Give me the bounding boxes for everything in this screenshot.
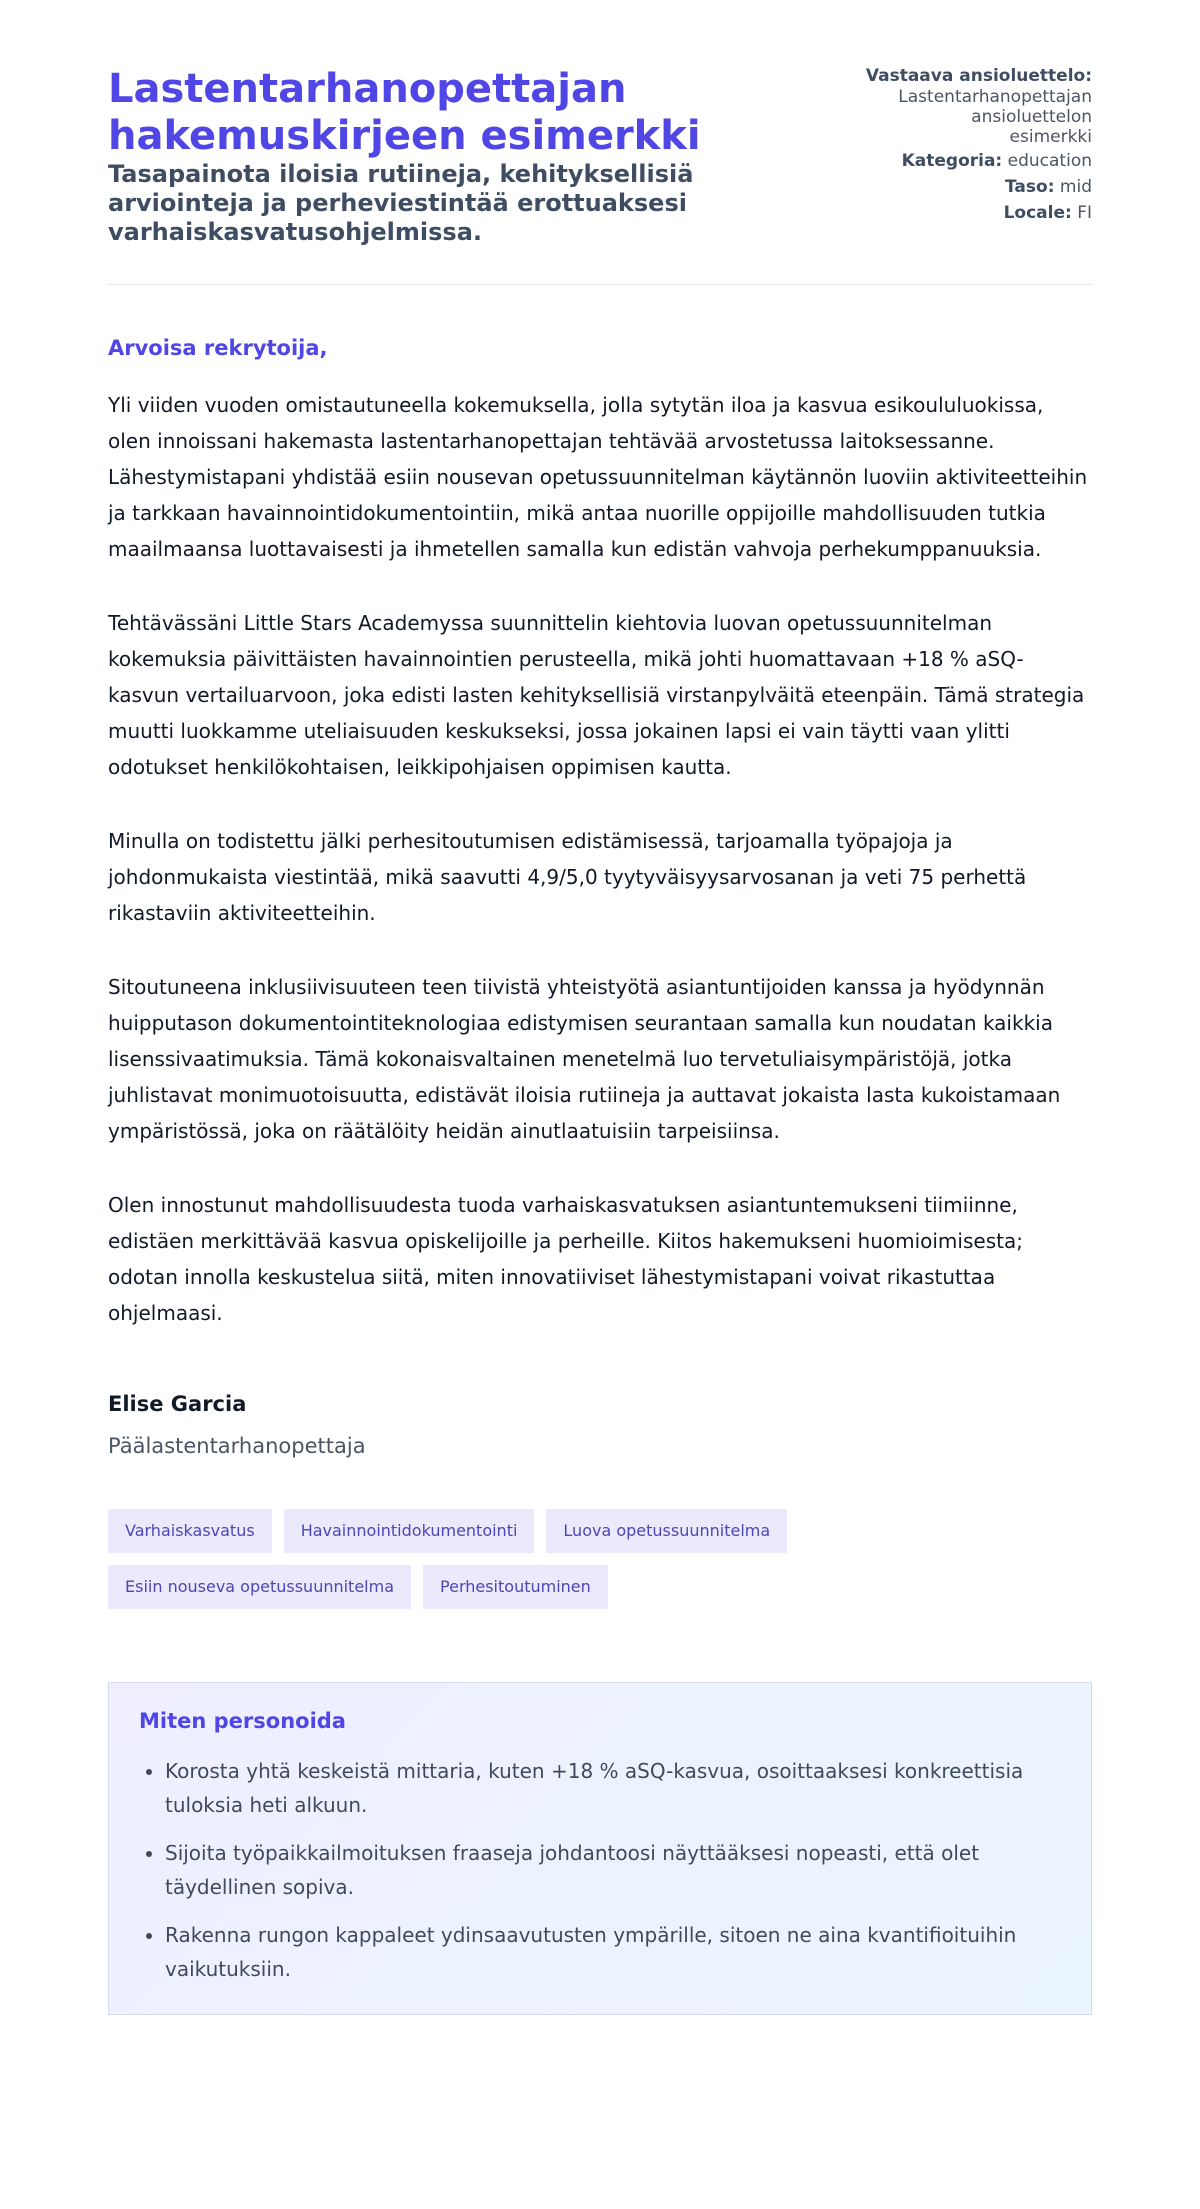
skill-tag: Perhesitoutuminen [423,1565,608,1609]
skill-tag: Luova opetussuunnitelma [546,1509,787,1553]
page-header [108,66,1092,247]
meta-level [866,177,1092,198]
skill-tag: Varhaiskasvatus [108,1509,272,1553]
meta-category-value: education [1007,151,1092,171]
skill-tags [108,1509,868,1609]
letter-paragraph: Olen innostunut mahdollisuudesta tuoda varhaiskasvatuksen asiantuntemukseni tiimiinne, edistäen merkittävää kasvua opiskelijoille ja perheille. Kiitos hakemukseni huomioimisesta; odotan innolla keskustelua siitä, miten innovatiiviset lähestymistapani voivat rikastuttaa ohjelmaasi. [108,1193,1023,1325]
tips-title: Miten personoida [139,1709,346,1733]
tip-item: • Rakenna rungon kappaleet ydinsaavutusten ympärille, sitoen ne aina kvantifioituihin vaikutuksiin. [165,1918,1061,1986]
meta-resume-value[interactable]: Lastentarhanopettajan ansioluettelon esimerkki [898,87,1092,147]
meta-locale-value: FI [1077,203,1092,223]
letter-paragraph: Sitoutuneena inklusiivisuuteen teen tiivistä yhteistyötä asiantuntijoiden kanssa ja hyödynnän huipputason dokumentointiteknologiaa edistymisen seurantaan samalla kun noudatan kaikkia lisenssivaatimuksia. Tämä kokonaisvaltainen menetelmä luo tervetuliaisympäristöjä, jotka juhlistavat monimuotoisuutta, edistävät iloisia rutiineja ja auttavat jokaista lasta kukoistamaan ympäristössä, joka on räätälöity heidän ainutlaatuisiin tarpeisiinsa. [108,975,1061,1143]
letter-paragraph: Minulla on todistettu jälki perhesitoutumisen edistämisessä, tarjoamalla työpajoja ja johdonmukaista viestintää, mikä saavutti 4,9/5,0 tyytyväisyysarvosanan ja veti 75 perhettä rikastaviin aktiviteetteihin. [108,829,1027,925]
tips-list [139,1754,1061,1986]
header-divider [108,284,1092,285]
letter-paragraph: Yli viiden vuoden omistautuneella kokemuksella, jolla sytytän iloa ja kasvua esikoululuokissa, olen innoissani hakemasta lastentarhanopettajan tehtävää arvostetussa laitoksessanne. Lähestymistapani yhdistää esiin nousevan opetussuunnitelman käytännön luoviin aktiviteetteihin ja tarkkaan havainnointidokumentointiin, mikä antaa nuorille oppijoille mahdollisuuden tutkia maailmaansa luottavaisesti ja ihmetellen samalla kun edistän vahvoja perhekumppanuuksia. [108,393,1088,561]
meta-locale-label: Locale: [1003,203,1072,223]
meta-category [866,151,1092,172]
skill-tag: Havainnointidokumentointi [284,1509,535,1553]
signature-name: Elise Garcia [108,1392,247,1416]
header-titles [108,66,758,247]
letter-body [108,335,1092,1331]
tip-item: • Korosta yhtä keskeistä mittaria, kuten +18 % aSQ-kasvua, osoittaaksesi konkreettisia tuloksia heti alkuun. [165,1754,1061,1822]
signature [108,1391,1092,1459]
meta-resume-label: Vastaava ansioluettelo: [865,66,1092,86]
meta-category-label: Kategoria: [901,151,1003,171]
meta-panel [866,66,1092,229]
meta-locale [866,203,1092,224]
signature-title: Päälastentarhanopettaja [108,1434,366,1458]
tip-item: • Sijoita työpaikkailmoituksen fraaseja johdantoosi näyttääksesi nopeasti, että olet täydellinen sopiva. [165,1836,1061,1904]
meta-resume-label-row [866,66,1092,87]
meta-level-value: mid [1059,177,1092,197]
salutation: Arvoisa rekrytoija, [108,336,328,360]
cover-letter-page [108,0,1092,2075]
skill-tag: Esiin nouseva opetussuunnitelma [108,1565,411,1609]
meta-level-label: Taso: [1005,177,1055,197]
page-title: Lastentarhanopettajan hakemuskirjeen esimerkki [108,66,701,159]
letter-paragraph: Tehtävässäni Little Stars Academyssa suunnittelin kiehtovia luovan opetussuunnitelman kokemuksia päivittäisten havainnointien perusteella, mikä johti huomattavaan +18 % aSQ-kasvun vertailuarvoon, joka edisti lasten kehityksellisiä virstanpylväitä eteenpäin. Tämä strategia muutti luokkamme uteliaisuuden keskukseksi, jossa jokainen lapsi ei vain täytti vaan ylitti odotukset henkilökohtaisen, leikkipohjaisen oppimisen kautta. [108,611,1085,779]
page-subtitle: Tasapainota iloisia rutiineja, kehityksellisiä arviointeja ja perheviestintää erottuaksesi varhaiskasvatusohjelmissa. [108,160,694,246]
personalization-tips [108,1682,1092,2015]
